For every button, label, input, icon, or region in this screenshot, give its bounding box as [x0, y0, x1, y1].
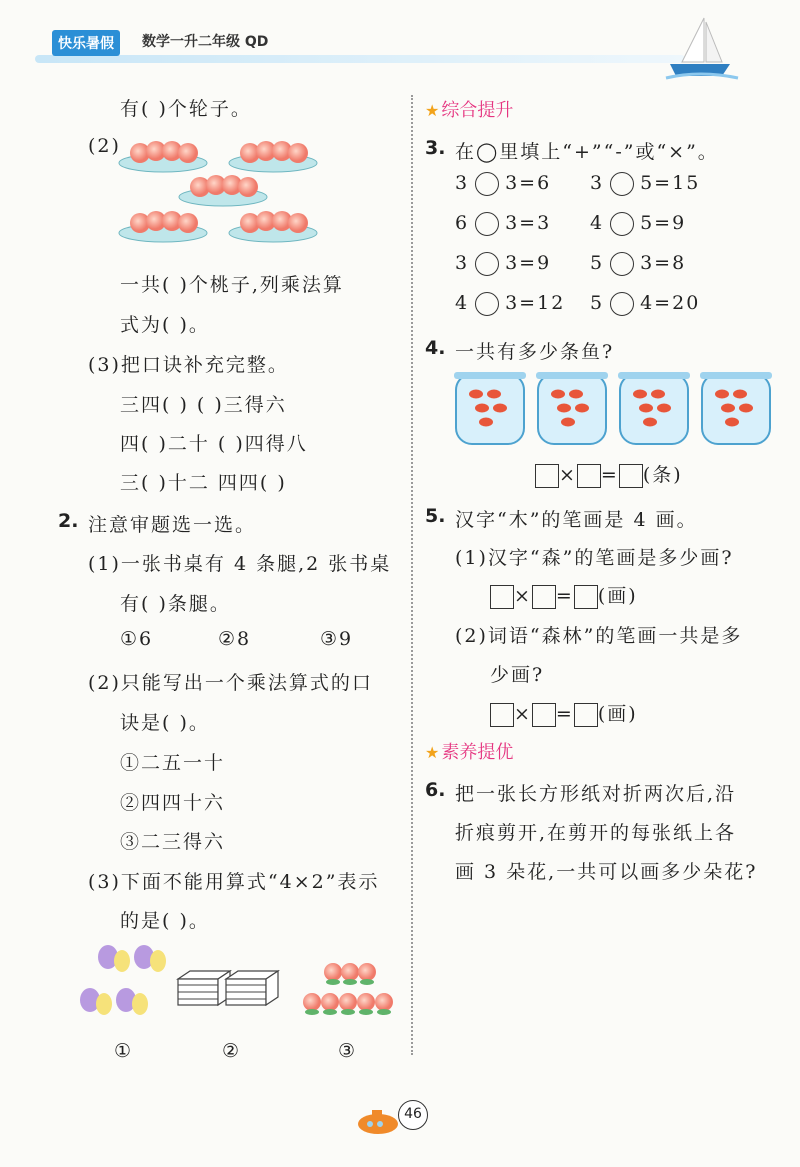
q5-2-line2: 少画? — [490, 664, 545, 686]
q4-number: 4. — [425, 337, 446, 359]
q2-title: 注意审题选一选。 — [88, 514, 257, 536]
q2-1-option[interactable]: ②8 — [218, 628, 252, 650]
q2-2-line1: (2)只能写出一个乘法算式的口 — [88, 672, 373, 694]
q1-2-line2: 式为( )。 — [120, 314, 210, 336]
answer-box[interactable] — [574, 585, 598, 609]
fish-bowl — [536, 372, 608, 444]
answer-box[interactable] — [532, 703, 556, 727]
q6-line3: 画 3 朵花,一共可以画多少朵花? — [455, 861, 758, 883]
q3-item: 3 3=6 — [455, 172, 552, 194]
section-heading — [425, 738, 513, 764]
answer-box[interactable] — [490, 703, 514, 727]
q2-3-line2: 的是( )。 — [120, 910, 210, 932]
q1-3-row: 三四( ) ( )三得六 — [120, 394, 287, 416]
answer-circle[interactable] — [475, 212, 499, 236]
q2-1-option[interactable]: ③9 — [320, 628, 354, 650]
section-title: 素养提优 — [441, 742, 514, 763]
q2-2-line2: 诀是( )。 — [120, 712, 210, 734]
fish-bowl — [454, 372, 526, 444]
q1-2-label: (2) — [88, 135, 121, 157]
q2-1-line1: (1)一张书桌有 4 条腿,2 张书桌 — [88, 553, 392, 575]
q3-number: 3. — [425, 137, 446, 159]
q6-line1: 把一张长方形纸对折两次后,沿 — [455, 783, 737, 805]
q5-2-line1: (2)词语“森林”的笔画一共是多 — [455, 625, 743, 647]
answer-box[interactable] — [490, 585, 514, 609]
submarine-icon — [352, 1100, 402, 1140]
q1-3-row: 三( )十二 四四( ) — [120, 472, 287, 494]
answer-circle[interactable] — [475, 292, 499, 316]
q3-item: 6 3=3 — [455, 212, 552, 234]
answer-box[interactable] — [535, 464, 559, 488]
fish-bowl — [618, 372, 690, 444]
q2-3-option-label[interactable]: ② — [222, 1040, 242, 1062]
q3-title: 在◯里填上“+”“-”或“×”。 — [455, 141, 719, 163]
peaches-image — [298, 960, 398, 1020]
q2-3-option-label[interactable]: ③ — [338, 1040, 358, 1062]
answer-circle[interactable] — [475, 252, 499, 276]
header-badge: 快乐暑假 — [52, 30, 120, 56]
section-heading — [425, 96, 513, 122]
q3-item: 4 5=9 — [590, 212, 687, 234]
peach-plates-image — [118, 125, 408, 250]
star-icon: ★ — [425, 101, 440, 120]
q5-number: 5. — [425, 505, 446, 527]
answer-box[interactable] — [619, 464, 643, 488]
peach-plate — [119, 211, 207, 242]
q2-3-option-label[interactable]: ① — [114, 1040, 134, 1062]
q2-number: 2. — [58, 510, 79, 532]
q1-wheels-text: 有( )个轮子。 — [120, 98, 252, 120]
q5-2-equation: × = (画) — [490, 699, 638, 727]
book-stacks-image — [172, 965, 292, 1015]
q6-number: 6. — [425, 779, 446, 801]
star-icon: ★ — [425, 743, 440, 762]
answer-circle[interactable] — [610, 172, 634, 196]
q1-2-line1: 一共( )个桃子,列乘法算 — [120, 274, 344, 296]
answer-circle[interactable] — [610, 212, 634, 236]
answer-box[interactable] — [577, 464, 601, 488]
q4-equation: × = (条) — [535, 460, 683, 488]
q3-item: 5 3=8 — [590, 252, 687, 274]
q1-3-label: (3)把口诀补充完整。 — [88, 354, 289, 376]
q2-3-line1: (3)下面不能用算式“4×2”表示 — [88, 871, 380, 893]
peach-plate — [229, 211, 317, 242]
q1-3-row: 四( )二十 ( )四得八 — [120, 433, 308, 455]
answer-circle[interactable] — [610, 292, 634, 316]
q2-2-option[interactable]: ③二三得六 — [120, 831, 226, 853]
balloons-image — [78, 940, 168, 1025]
q2-2-option[interactable]: ②四四十六 — [120, 792, 226, 814]
q5-1-equation: × = (画) — [490, 581, 638, 609]
q2-1-option[interactable]: ①6 — [120, 628, 154, 650]
q3-item: 3 3=9 — [455, 252, 552, 274]
answer-box[interactable] — [574, 703, 598, 727]
page-number: 46 — [398, 1100, 428, 1130]
peach-plate — [229, 141, 317, 172]
header-bar — [35, 55, 685, 63]
answer-box[interactable] — [532, 585, 556, 609]
q6-line2: 折痕剪开,在剪开的每张纸上各 — [455, 822, 737, 844]
q3-item: 5 4=20 — [590, 292, 701, 314]
fish-bowls-image — [452, 370, 782, 450]
answer-circle[interactable] — [475, 172, 499, 196]
peach-plate — [179, 175, 267, 206]
sailboat-icon — [660, 12, 740, 82]
q5-title: 汉字“木”的笔画是 4 画。 — [455, 509, 698, 531]
section-title: 综合提升 — [441, 100, 514, 121]
peach-plate — [119, 141, 207, 172]
header-subtitle: 数学一升二年级 QD — [142, 34, 269, 50]
q2-1-line2: 有( )条腿。 — [120, 593, 231, 615]
q3-item: 3 5=15 — [590, 172, 701, 194]
q5-1-text: (1)汉字“森”的笔画是多少画? — [455, 547, 734, 569]
q2-2-option[interactable]: ①二五一十 — [120, 752, 226, 774]
q3-item: 4 3=12 — [455, 292, 566, 314]
q4-title: 一共有多少条鱼? — [455, 341, 615, 363]
fish-bowl — [700, 372, 772, 444]
answer-circle[interactable] — [610, 252, 634, 276]
column-divider — [411, 95, 413, 1055]
